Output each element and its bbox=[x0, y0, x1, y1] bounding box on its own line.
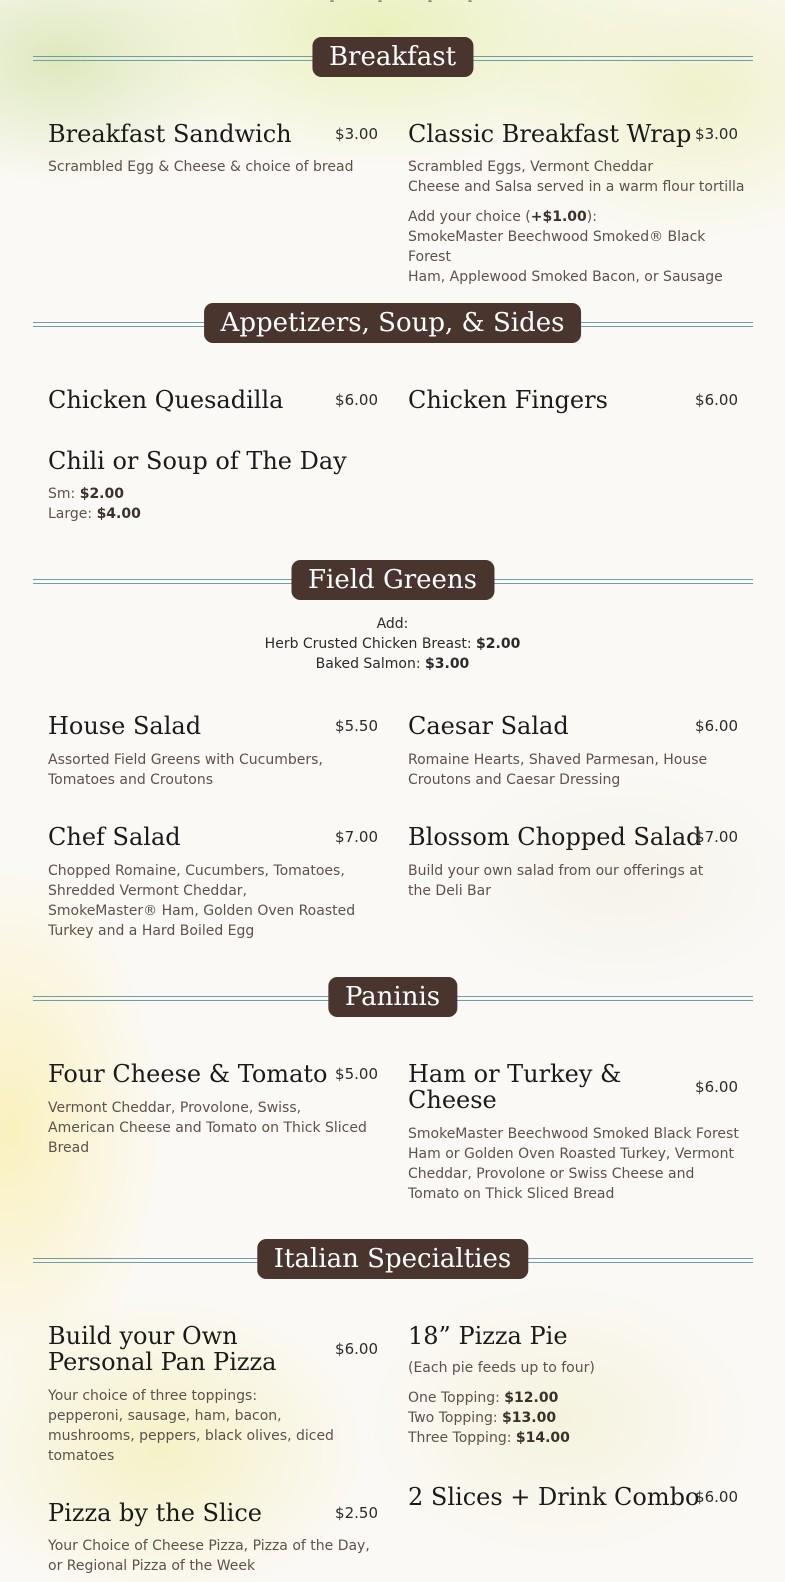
item-name: Four Cheese & Tomato bbox=[48, 1060, 328, 1088]
addon-price: +$1.00 bbox=[530, 209, 587, 225]
item-description: Vermont Cheddar, Provolone, Swiss, American Cheese and Tomato on Thick Sliced Bread bbox=[48, 1100, 367, 1156]
item-topping-prices bbox=[408, 1388, 728, 1448]
add-ons-label: Add: bbox=[376, 616, 409, 632]
topping-label: Two Topping: bbox=[408, 1410, 503, 1426]
item-description: Chopped Romaine, Cucumbers, Tomatoes, Shredded Vermont Cheddar, SmokeMaster® Ham, Golden Oven Roasted Turkey and a Hard Boiled Egg bbox=[48, 863, 356, 939]
item-price: $6.00 bbox=[335, 391, 378, 409]
addon-prefix: Add your choice ( bbox=[408, 209, 531, 225]
addon-suffix: ): bbox=[586, 209, 597, 225]
section-title: Italian Specialties bbox=[257, 1239, 528, 1279]
section-title: Appetizers, Soup, & Sides bbox=[204, 303, 582, 343]
size-price: $4.00 bbox=[96, 506, 141, 522]
item-price: $5.50 bbox=[335, 717, 378, 735]
item-description: Your Choice of Cheese Pizza, Pizza of the Day, or Regional Pizza of the Week bbox=[48, 1538, 370, 1574]
item-name: Chili or Soup of The Day bbox=[48, 447, 347, 475]
description-line: Cheese and Salsa served in a warm flour tortilla bbox=[408, 179, 745, 195]
item-name: Breakfast Sandwich bbox=[48, 120, 292, 148]
item-price: $3.00 bbox=[335, 125, 378, 143]
topping-price-two bbox=[408, 1408, 728, 1428]
item-note: (Each pie feeds up to four) bbox=[408, 1360, 595, 1376]
item-price: $7.00 bbox=[695, 828, 738, 846]
item-name: Build your Own Personal Pan Pizza bbox=[48, 1322, 277, 1376]
add-on-label: Herb Crusted Chicken Breast: bbox=[264, 636, 477, 652]
item-name: Classic Breakfast Wrap bbox=[408, 120, 692, 148]
add-on-label: Baked Salmon: bbox=[315, 656, 426, 672]
item-price: $6.00 bbox=[695, 391, 738, 409]
size-price: $2.00 bbox=[79, 486, 124, 502]
item-name: 2 Slices + Drink Combo bbox=[408, 1483, 700, 1511]
item-price: $6.00 bbox=[695, 1488, 738, 1506]
topping-label: Three Topping: bbox=[408, 1430, 516, 1446]
item-name: 18” Pizza Pie bbox=[408, 1322, 568, 1350]
topping-price: $12.00 bbox=[504, 1390, 559, 1406]
description-line: pepperoni, sausage, ham, bacon, mushrooms, peppers, black olives, diced tomatoes bbox=[48, 1408, 334, 1464]
topping-price: $14.00 bbox=[515, 1430, 570, 1446]
add-on-salmon bbox=[0, 654, 785, 674]
item-name: Chef Salad bbox=[48, 823, 181, 851]
section-title: Breakfast bbox=[312, 37, 473, 77]
item-name: Chicken Quesadilla bbox=[48, 386, 284, 414]
cut-off-heading-fragment bbox=[320, 0, 480, 2]
description-line: Your choice of three toppings: bbox=[48, 1388, 258, 1404]
item-description: Romaine Hearts, Shaved Parmesan, House Croutons and Caesar Dressing bbox=[408, 752, 708, 788]
item-price: $7.00 bbox=[335, 828, 378, 846]
item-price: $5.00 bbox=[335, 1065, 378, 1083]
item-addon bbox=[408, 207, 748, 287]
item-price: $3.00 bbox=[695, 125, 738, 143]
topping-price-one bbox=[408, 1388, 728, 1408]
item-price: $6.00 bbox=[695, 1078, 738, 1096]
size-label: Sm: bbox=[48, 486, 80, 502]
item-name: Blossom Chopped Salad bbox=[408, 823, 702, 851]
section-title: Field Greens bbox=[291, 560, 494, 600]
size-label: Large: bbox=[48, 506, 97, 522]
item-description: Scrambled Egg & Cheese & choice of bread bbox=[48, 159, 354, 175]
item-description: Build your own salad from our offerings at the Deli Bar bbox=[408, 863, 704, 899]
item-description: SmokeMaster Beechwood Smoked Black Forest Ham or Golden Oven Roasted Turkey, Vermont Cheddar, Provolone or Swiss Cheese and Tomato on Thick Sliced Bread bbox=[408, 1126, 739, 1202]
item-description: Assorted Field Greens with Cucumbers, Tomatoes and Croutons bbox=[48, 752, 323, 788]
addon-line: SmokeMaster Beechwood Smoked® Black Forest bbox=[408, 229, 706, 265]
item-sizes bbox=[48, 484, 348, 524]
add-on-price: $2.00 bbox=[476, 636, 521, 652]
item-price: $6.00 bbox=[335, 1340, 378, 1358]
item-price: $2.50 bbox=[335, 1504, 378, 1522]
size-large bbox=[48, 504, 348, 524]
item-description bbox=[408, 157, 748, 197]
description-line: Scrambled Eggs, Vermont Cheddar bbox=[408, 159, 654, 175]
section-title: Paninis bbox=[328, 977, 457, 1017]
topping-price: $13.00 bbox=[502, 1410, 557, 1426]
topping-price-three bbox=[408, 1428, 728, 1448]
item-description bbox=[48, 1386, 360, 1466]
addon-heading bbox=[408, 207, 748, 227]
item-name: House Salad bbox=[48, 712, 202, 740]
item-price: $6.00 bbox=[695, 717, 738, 735]
salad-add-ons bbox=[0, 614, 785, 674]
addon-line: Ham, Applewood Smoked Bacon, or Sausage bbox=[408, 269, 723, 285]
item-name: Ham or Turkey & Cheese bbox=[408, 1060, 622, 1114]
add-on-chicken bbox=[0, 634, 785, 654]
size-small bbox=[48, 484, 348, 504]
item-name: Chicken Fingers bbox=[408, 386, 608, 414]
item-name: Pizza by the Slice bbox=[48, 1499, 262, 1527]
topping-label: One Topping: bbox=[408, 1390, 505, 1406]
add-on-price: $3.00 bbox=[425, 656, 470, 672]
item-name: Caesar Salad bbox=[408, 712, 569, 740]
